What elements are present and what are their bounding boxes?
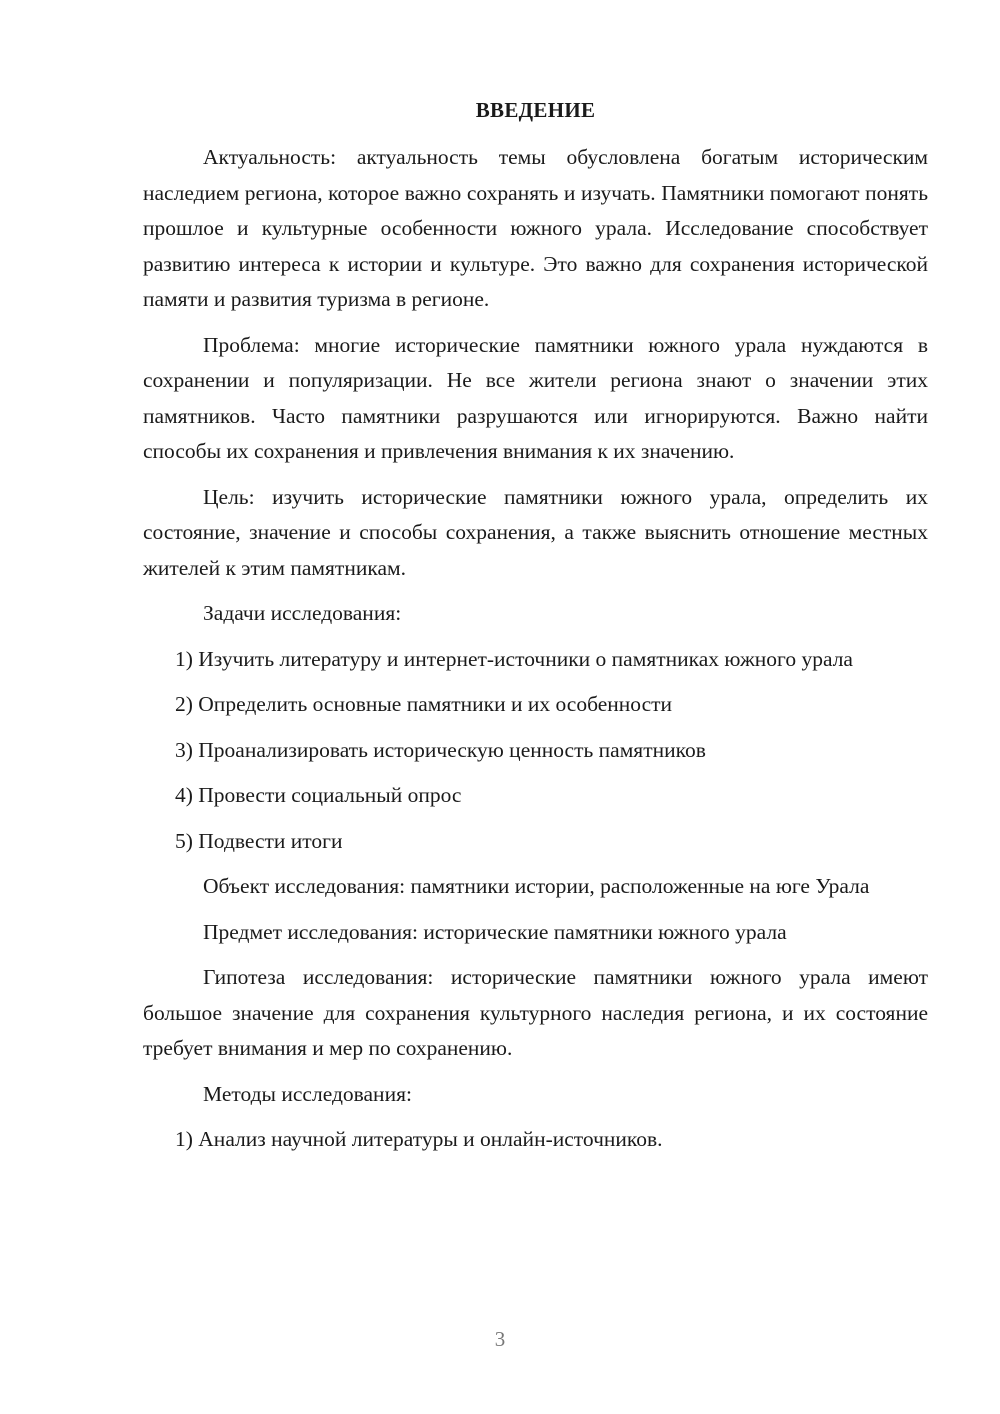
- task-item-4: 4) Провести социальный опрос: [175, 783, 462, 807]
- hypothesis-paragraph: Гипотеза исследования: исторические памятники южного урала имеют большое значение для сохранения культурного наследия региона, и их состояние требует внимания и мер по сохранению.: [143, 965, 928, 1060]
- task-item-3: 3) Проанализировать историческую ценность памятников: [175, 737, 706, 762]
- methods-list: [143, 1122, 928, 1158]
- goal-paragraph: Цель: изучить исторические памятники южного урала, определить их состояние, значение и способы сохранения, а также выяснить отношение местных жителей к этим памятникам.: [143, 484, 928, 580]
- page-number: 3: [494, 1327, 506, 1351]
- problem-paragraph: Проблема: многие исторические памятники южного урала нуждаются в сохранении и популяризации. Не все жители региона знают о значении этих памятников. Часто памятники разрушаются или игнорируются. Важно найти способы их сохранения и привлечения внимания к их значению.: [143, 332, 928, 463]
- subject-paragraph: Предмет исследования: исторические памятники южного урала: [203, 919, 787, 944]
- methods-title: Методы исследования:: [203, 1081, 412, 1106]
- object-paragraph: Объект исследования: памятники истории, расположенные на юге Урала: [203, 874, 870, 898]
- page-content: [143, 94, 928, 1158]
- method-item-1: 1) Анализ научной литературы и онлайн-источников.: [175, 1127, 663, 1151]
- task-item-5: 5) Подвести итоги: [175, 828, 343, 853]
- relevance-paragraph: Актуальность: актуальность темы обусловлена богатым историческим наследием региона, которое важно сохранять и изучать. Памятники помогают понять прошлое и культурные особенности южного урала. Исследование способствует развитию интереса к истории и культуре. Это важно для сохранения исторической памяти и развития туризма в регионе.: [143, 145, 928, 311]
- page-heading: ВВЕДЕНИЕ: [475, 98, 596, 122]
- task-item-2: 2) Определить основные памятники и их особенности: [175, 692, 673, 716]
- tasks-title: Задачи исследования:: [203, 601, 402, 625]
- tasks-list: [143, 642, 928, 860]
- task-item-1: 1) Изучить литературу и интернет-источники о памятниках южного урала: [175, 646, 853, 671]
